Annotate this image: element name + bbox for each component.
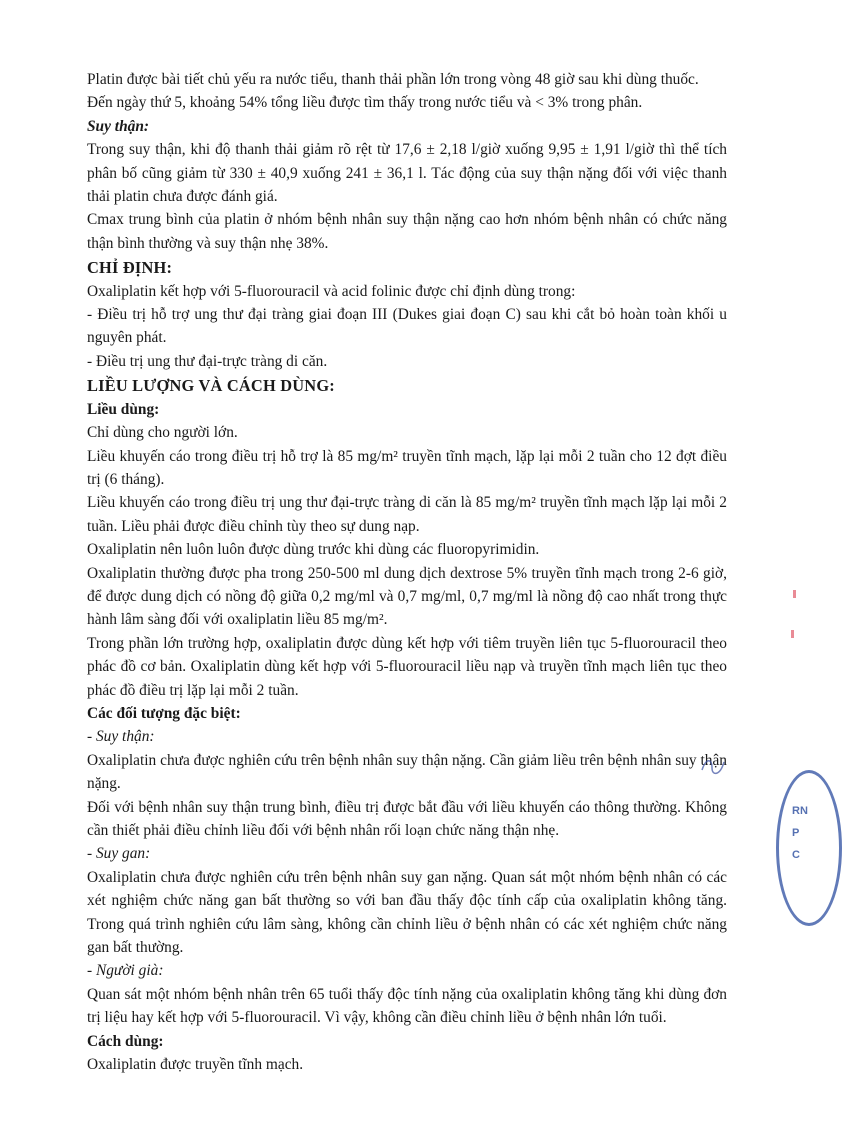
paragraph: Quan sát một nhóm bệnh nhân trên 65 tuổi thấy độc tính nặng của oxaliplatin không tăng khi dùng đơn trị liệu hay kết hợp với 5-fluorouracil. Vì vậy, không cần điều chỉnh liều ở bệnh nhân lớn tuổi.: [87, 985, 727, 1027]
paragraph: Liều khuyến cáo trong điều trị hỗ trợ là 85 mg/m² truyền tĩnh mạch, lặp lại mỗi 2 tuần cho 12 đợt điều trị (6 tháng).: [87, 447, 727, 488]
subheading-elderly: - Người già:: [87, 962, 164, 980]
scan-mark: [793, 590, 796, 598]
section-heading-indications: CHỈ ĐỊNH:: [87, 258, 173, 278]
document-body: [87, 68, 727, 1076]
paragraph: Oxaliplatin chưa được nghiên cứu trên bệnh nhân suy gan nặng. Quan sát một nhóm bệnh nhân có các xét nghiệm chức năng gan bất thường so với ban đầu thấy độc tính cấp của oxaliplatin không tăng. Trong quá trình nghiên cứu lâm sàng, không cần chỉnh liều ở bệnh nhân có các xét nghiệm chức năng gan bất thường.: [87, 868, 727, 957]
paragraph: Trong phần lớn trường hợp, oxaliplatin được dùng kết hợp với tiêm truyền liên tục 5-fluorouracil theo phác đồ cơ bản. Oxaliplatin dùng kết hợp với 5-fluorouracil liều nạp và truyền tĩnh mạch liên tục theo phác đồ điều trị lặp lại mỗi 2 tuần.: [87, 634, 727, 699]
paragraph: Oxaliplatin kết hợp với 5-fluorouracil và acid folinic được chỉ định dùng trong:: [87, 282, 576, 300]
subsection-heading-special-populations: Các đối tượng đặc biệt:: [87, 704, 241, 722]
subsection-heading-dose: Liều dùng:: [87, 400, 160, 418]
list-item: - Điều trị ung thư đại-trực tràng di căn.: [87, 352, 328, 370]
paragraph: Platin được bài tiết chủ yếu ra nước tiểu, thanh thải phần lớn trong vòng 48 giờ sau khi dùng thuốc.: [87, 71, 699, 88]
paragraph: Cmax trung bình của platin ở nhóm bệnh nhân suy thận nặng cao hơn nhóm bệnh nhân có chức năng thận bình thường và suy thận nhẹ 38%.: [87, 211, 727, 252]
subheading-hepatic: - Suy gan:: [87, 845, 151, 863]
paragraph: Đến ngày thứ 5, khoảng 54% tổng liều được tìm thấy trong nước tiểu và < 3% trong phân.: [87, 94, 643, 112]
scan-mark: [791, 630, 794, 638]
paragraph: Oxaliplatin nên luôn luôn được dùng trước khi dùng các fluoropyrimidin.: [87, 541, 540, 559]
handwritten-initial-icon: [698, 752, 728, 782]
stamp-seal: [776, 770, 842, 926]
section-heading-dosage: LIỀU LƯỢNG VÀ CÁCH DÙNG:: [87, 376, 335, 396]
stamp-text: RN P C: [792, 805, 808, 861]
list-item: - Điều trị hỗ trợ ung thư đại tràng giai đoạn III (Dukes giai đoạn C) sau khi cắt bỏ hoàn toàn khối u nguyên phát.: [87, 306, 727, 347]
subheading-renal: - Suy thận:: [87, 728, 155, 746]
section-heading-renal: Suy thận:: [87, 117, 150, 135]
paragraph: Oxaliplatin thường được pha trong 250-500 ml dung dịch dextrose 5% truyền tĩnh mạch trong 2-6 giờ, để được dung dịch có nồng độ giữa 0,2 mg/ml và 0,7 mg/ml, 0,7 mg/ml là nồng độ cao nhất trong thực hành lâm sàng đối với oxaliplatin liều 85 mg/m².: [87, 564, 727, 629]
subsection-heading-administration: Cách dùng:: [87, 1032, 164, 1050]
paragraph: Oxaliplatin chưa được nghiên cứu trên bệnh nhân suy thận nặng. Cần giảm liều trên bệnh nhân suy thận nặng.: [87, 751, 727, 793]
paragraph: Chỉ dùng cho người lớn.: [87, 424, 238, 442]
paragraph: Trong suy thận, khi độ thanh thải giảm rõ rệt từ 17,6 ± 2,18 l/giờ xuống 9,95 ± 1,91 l/giờ thì thể tích phân bố cũng giảm từ 330 ± 40,9 xuống 241 ± 36,1 l. Tác động của suy thận nặng đối với việc thanh thải platin chưa được đánh giá.: [87, 141, 727, 206]
paragraph: Liều khuyến cáo trong điều trị ung thư đại-trực tràng di căn là 85 mg/m² truyền tĩnh mạch lặp lại mỗi 2 tuần. Liều phải được điều chỉnh tùy theo sự dung nạp.: [87, 494, 727, 535]
paragraph: Đối với bệnh nhân suy thận trung bình, điều trị được bắt đầu với liều khuyến cáo thông thường. Không cần thiết phải điều chỉnh liều đối với bệnh nhân rối loạn chức năng thận nhẹ.: [87, 798, 727, 839]
paragraph: Oxaliplatin được truyền tĩnh mạch.: [87, 1056, 304, 1074]
